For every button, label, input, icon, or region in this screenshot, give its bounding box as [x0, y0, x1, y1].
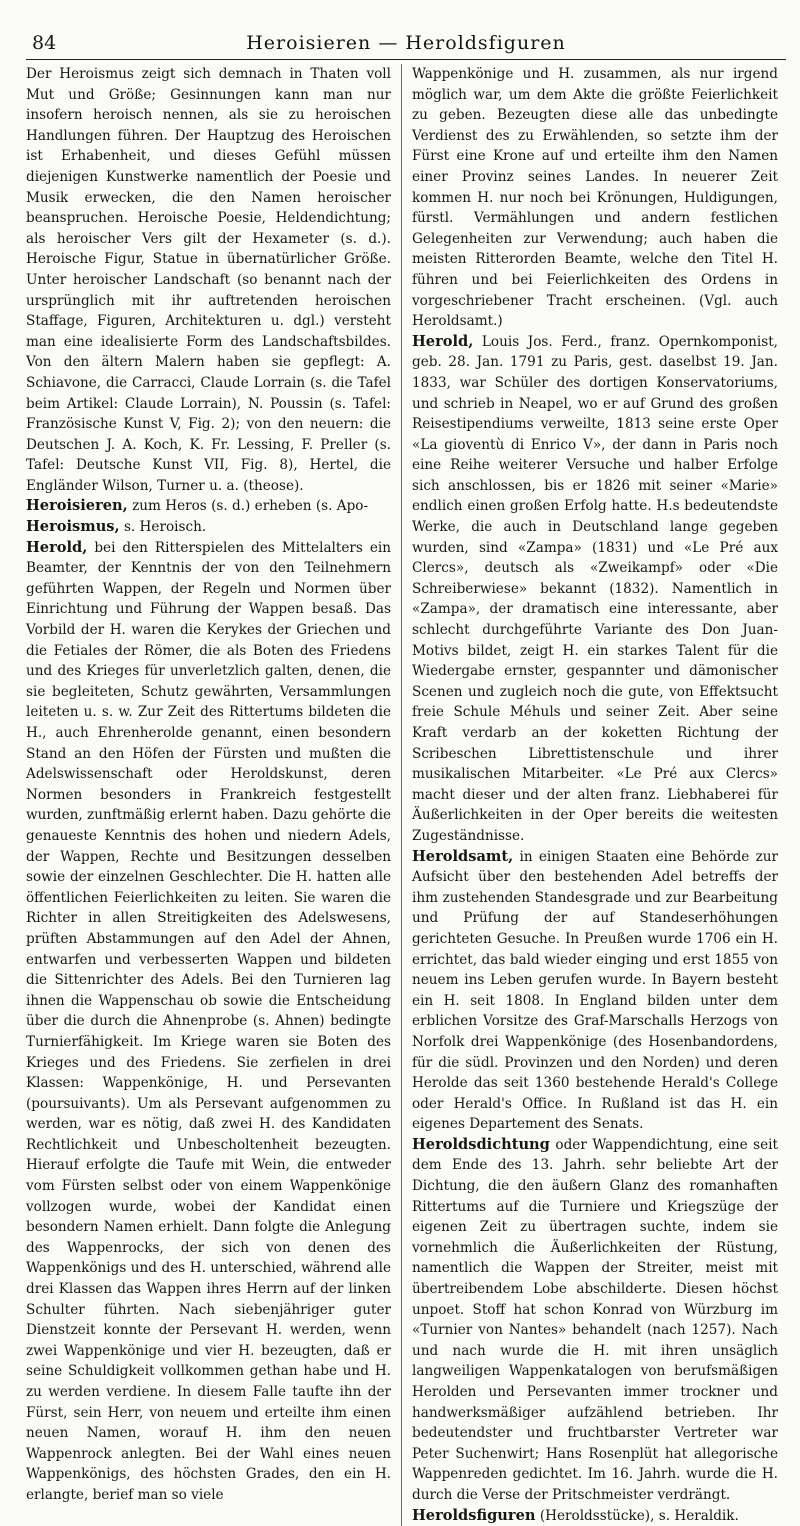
entry-headword: Heroldsfiguren [412, 1506, 536, 1524]
entry-text: zum Heros (s. d.) erheben (s. Apo- [132, 498, 369, 515]
entry-headword: Herold, [412, 332, 474, 350]
entry-heroldsamt [412, 847, 778, 1135]
running-head: Heroisieren — Heroldsfiguren [246, 32, 566, 54]
entry-herold-composer [412, 332, 778, 847]
right-column [402, 64, 778, 1526]
entry-heroisieren [26, 496, 391, 517]
entry-text: bei den Ritterspielen des Mittelalters ein Beamter, der Kenntnis der von den Teilnehmern geführten Wappen, der Regeln und Normen über Einrichtung und Führung der Wappen besaß. Das Vorbild der H. waren die Kerykes der Griechen und die Fetiales der Römer, die als Boten des Friedens und des Krieges für unverletzlich galten, denen, die sie begleiteten, Schutz gewährten, Versammlungen leiteten u. s. w. Zur Zeit des Rittertums bildeten die H., auch Ehrenherolde genannt, einen besondern Stand an den Höfen der Fürsten und mußten die Adelswissenschaft oder Heroldskunst, deren Normen besonders in Frankreich festgestellt wurden, zunftmäßig erlernt haben. Dazu gehörte die genaueste Kenntnis des hohen und niedern Adels, der Wappen, Rechte und Besitzungen desselben sowie der einzelnen Geschlechter. Die H. hatten alle öffentlichen Feierlichkeiten zu leiten. Sie waren die Richter in allen Streitigkeiten des Adelswesens, prüften Abstammungen auf den Adel der Ahnen, entwarfen und verbesserten Wappen und bildeten die Sittenrichter des Adels. Bei den Turnieren lag ihnen die Wappenschau ob sowie die Entscheidung über die durch die Ahnenprobe (s. Ahnen) bedingte Turnierfähigkeit. Im Kriege waren sie Boten des Krieges und des Friedens. Sie zerfielen in drei Klassen: Wappenkönige, H. und Persevanten (poursuivants). Um als Persevant aufgenommen zu werden, war es nötig, daß zwei H. des Kandidaten Rechtlichkeit und Unbescholtenheit bezeugten. Hierauf erfolgte die Taufe mit Wein, die entweder vom Fürsten selbst oder von einem Wappenkönige vollzogen wurde, wobei der Kandidat einen besondern Namen erhielt. Dann folgte die Anlegung des Wappenrocks, der sich von denen des Wappenkönigs und des H. unterschied, während alle drei Klassen das Wappen ihres Herrn auf der linken Schulter führten. Nach siebenjähriger guter Dienstzeit konnte der Persevant H. werden, wenn zwei Wappenkönige und vier H. bezeugten, daß er seine Schuldigkeit vollkommen gethan habe und H. zu werden verdiene. In diesem Falle taufte ihn der Fürst, sein Herr, von neuem und erteilte ihm einen neuen Namen, worauf H. ihm den neuen Wappenrock anlegten. Bei der Wahl eines neuen Wappenkönigs, des höchsten Grades, den ein H. erlangte, berief man so viele [26, 539, 392, 1503]
entry-text: s. Heroisch. [123, 519, 207, 536]
entry-heroismus-continued [26, 64, 391, 496]
page-number: 84 [32, 32, 57, 54]
left-column [26, 64, 402, 1526]
entry-text: Louis Jos. Ferd., franz. Opernkomponist, geb. 28. Jan. 1791 zu Paris, gest. daselbst 19. Jan. 1833, war Schüler des dortigen Konservatoriums, und schrieb in Neapel, wo er auf Grund des großen Reisestipendiums verweilte, 1813 seine erste Oper «La gioventù di Enrico V», der dann in Paris noch eine Reihe weiterer Versuche und halber Erfolge sich anschlossen, bis er 1826 mit seiner «Marie» endlich einen großen Erfolg hatte. H.s bedeutendste Werke, die auch in Deutschland lange gegeben wurden, sind «Zampa» (1831) und «Le Pré aux Clercs», deutsch als «Zweikampf» oder «Die Schreiberwiese» bekannt (1832). Namentlich in «Zampa», der dramatisch eine interessante, aber schlecht durchgeführte Variante des Don Juan-Motivs bildet, zeigt H. ein starkes Talent für die Wiedergabe ernster, gespannter und dämonischer Scenen und zugleich noch die gute, von Effektsucht freie Schule Méhuls und seiner Zeit. Aber seine Kraft verdarb an der koketten Richtung der Scribeschen Librettistenschule und ihrer musikalischen Mitarbeiter. «Le Pré aux Clercs» macht dieser und der alten franz. Liebhaberei für Äußerlichkeiten in der Oper bereits die weitesten Zugeständnisse. [412, 333, 778, 844]
entry-headword: Heroismus, [26, 518, 120, 536]
entry-headword: Heroisieren, [26, 497, 128, 515]
page-header [26, 26, 786, 60]
entry-text: in einigen Staaten eine Behörde zur Aufsicht über den bestehenden Adel betreffs der ihm zustehenden Standesgrade und zur Bearbeitung und Prüfung der auf Standeserhöhungen gerichteten Gesuche. In Preußen wurde 1706 ein H. errichtet, das bald wieder einging und erst 1855 von neuem ins Leben gerufen wurde. In Bayern besteht ein H. seit 1808. In England bilden unter dem erblichen Vorsitze des Graf-Marschalls Herzogs von Norfolk drei Wappenkönige (des Hosenbandordens, für die südl. Provinzen und den Norden) und deren Herolde das seit 1360 bestehende Herald's College oder Herald's Office. In Rußland ist das H. ein eigenes Departement des Senats. [412, 848, 778, 1133]
entry-headword: Heroldsdichtung [412, 1135, 550, 1153]
entry-herold-continued [412, 64, 778, 332]
entry-text: Wappenkönige und H. zusammen, als nur irgend möglich war, um dem Akte die größte Feierlichkeit zu geben. Bezeugten diese alle das unbedingte Verdienst des zu Erwählenden, so setzte ihm der Fürst eine Krone auf und erteilte ihm den Namen einer Provinz seines Landes. In neuerer Zeit kommen H. nur noch bei Krönungen, Huldigungen, fürstl. Vermählungen und andern festlichen Gelegenheiten zur Verwendung; auch haben die meisten Ritterorden Beamte, welche den Titel H. führen und bei Feierlichkeiten des Ordens in vorgeschriebener Tracht erscheinen. (Vgl. auch Heroldsamt.) [412, 66, 778, 330]
entry-headword: Heroldsamt, [412, 847, 514, 865]
entry-heroldsfiguren [412, 1506, 778, 1526]
entry-text: (Heroldsstücke), s. Heraldik. [539, 1507, 739, 1524]
entry-herold [26, 538, 391, 1506]
entry-text: Der Heroismus zeigt sich demnach in Thaten voll Mut und Größe; Gesinnungen kann man nur insofern heroisch nennen, als sie zu heroischen Handlungen führen. Der Hauptzug des Heroischen ist Erhabenheit, und dieses Gefühl müssen diejenigen Kunstwerke namentlich der Poesie und Musik erwecken, die den Namen heroischer beanspruchen. Heroische Poesie, Heldendichtung; als heroischer Vers gilt der Hexameter (s. d.). Heroische Figur, Statue in übernatürlicher Größe. Unter heroischer Landschaft (so benannt nach der ursprünglich mit ihr auftretenden heroischen Staffage, Figuren, Architekturen u. dgl.) versteht man eine idealisierte Form des Landschaftsbildes. Von den ältern Malern haben sie gepflegt: A. Schiavone, die Carracci, Claude Lorrain (s. die Tafel beim Artikel: Claude Lorrain), N. Poussin (s. Tafel: Französische Kunst V, Fig. 2); von den neuern: die Deutschen J. A. Koch, K. Fr. Lessing, F. Preller (s. Tafel: Deutsche Kunst VII, Fig. 8), Hertel, die Engländer Wilson, Turner u. a. (theose). [26, 66, 391, 494]
entry-text: oder Wappendichtung, eine seit dem Ende des 13. Jahrh. sehr beliebte Art der Dichtung, die den äußern Glanz des romanhaften Rittertums auf die Turniere und Kriegszüge der eigenen Zeit zu übertragen suchte, indem sie vornehmlich die Äußerlichkeiten der Rüstung, namentlich die Wappen der Streiter, meist mit übertreibendem Lobe abschilderte. Diesen höchst unpoet. Stoff hat schon Konrad von Würzburg im «Turnier von Nantes» behandelt (nach 1257). Nach und nach wurde die H. mit ihren unsäglich langweiligen Wappenkatalogen von berufsmäßigen Herolden und Persevanten immer trockner und handwerksmäßiger aufzählend betrieben. Ihr bedeutendster und fruchtbarster Vertreter war Peter Suchenwirt; Hans Rosenplüt hat allegorische Wappenreden gedichtet. Im 16. Jahrh. wurde die H. durch die Verse der Pritschmeister verdrängt. [412, 1136, 778, 1503]
entry-heroldsdichtung [412, 1135, 778, 1506]
header-rule [26, 59, 786, 60]
entry-heroismus [26, 517, 391, 538]
entry-headword: Herold, [26, 538, 88, 556]
two-column-body [26, 64, 786, 1526]
